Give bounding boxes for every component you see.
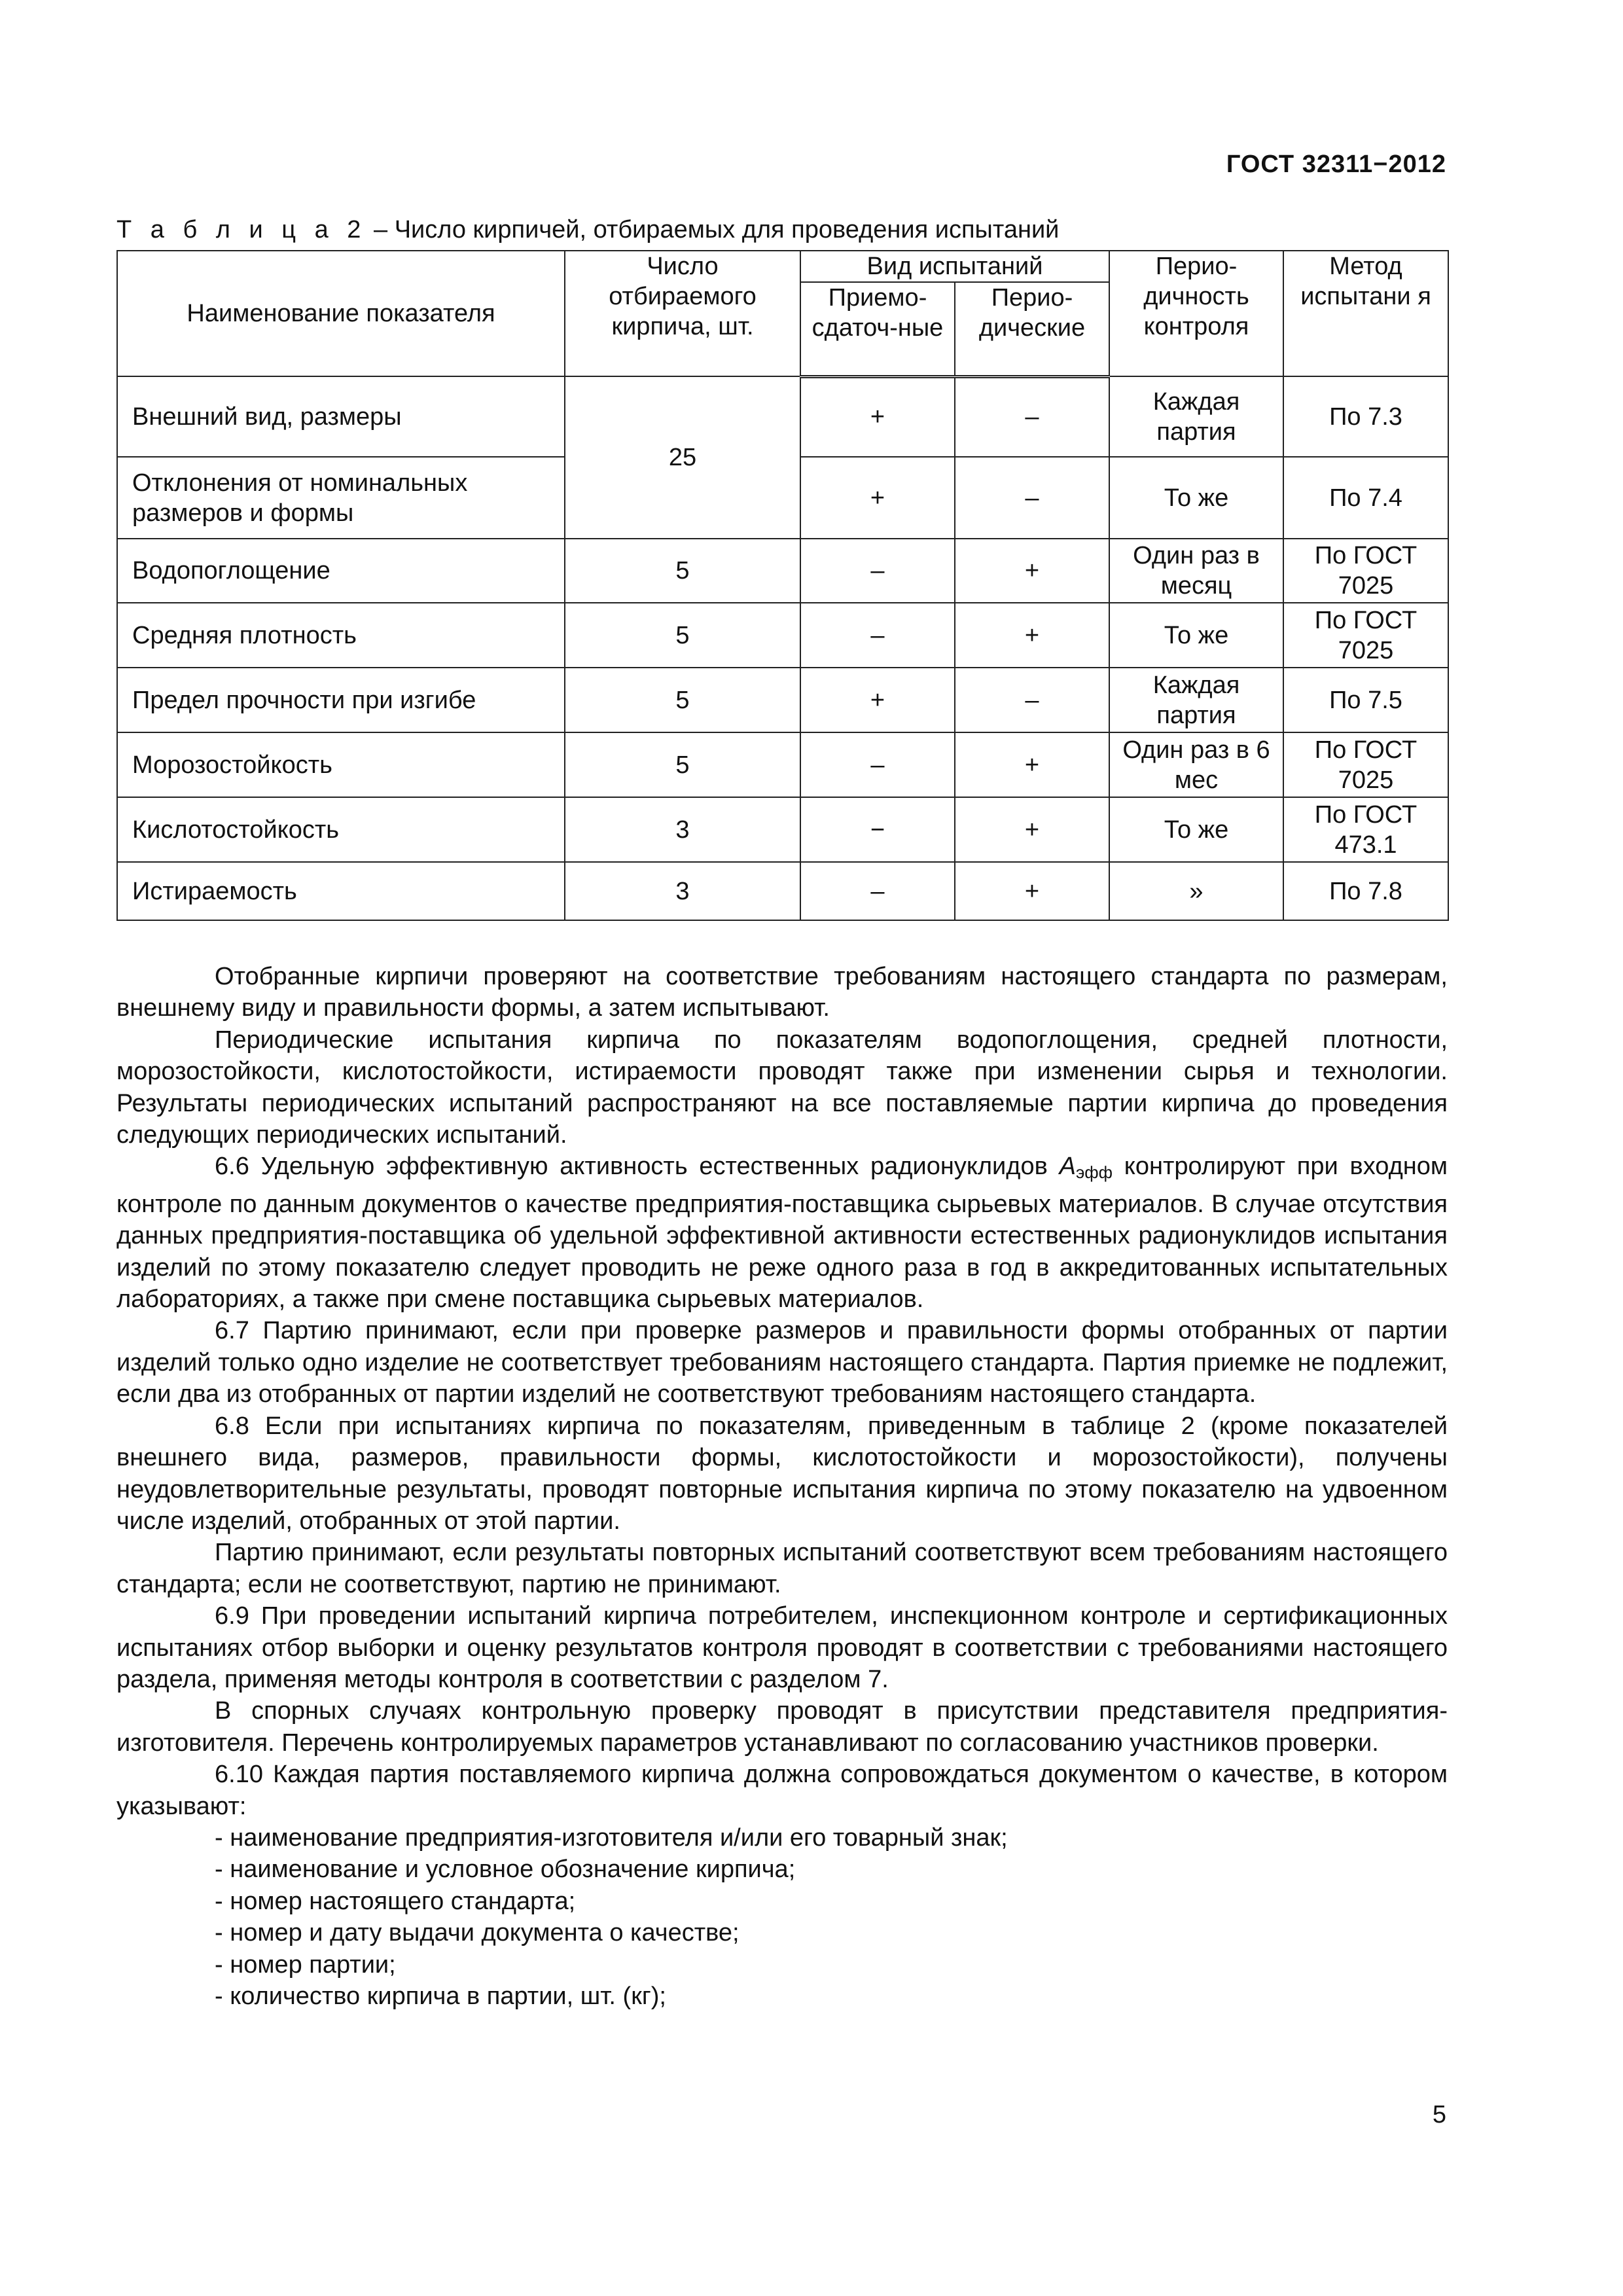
row-method: По 7.3	[1283, 376, 1448, 457]
paragraph: Партию принимают, если результаты повторных испытаний соответствуют всем требованиям настоящего стандарта; если не соответствуют, партию не принимают.	[116, 1539, 1448, 1598]
sampling-table	[116, 250, 1449, 921]
row-count: 5	[565, 603, 800, 668]
row-name: Кислотостойкость	[117, 797, 565, 862]
page-number: 5	[1432, 2101, 1446, 2128]
row-frequency: То же	[1109, 457, 1283, 539]
header-indicator: Наименование показателя	[117, 251, 565, 376]
table-caption-text: – Число кирпичей, отбираемых для проведения испытаний	[366, 216, 1060, 243]
row-periodic: +	[955, 603, 1109, 668]
row-acceptance: –	[800, 539, 955, 603]
row-frequency: »	[1109, 862, 1283, 920]
row-periodic: +	[955, 797, 1109, 862]
row-periodic: +	[955, 539, 1109, 603]
row-frequency: Каждая партия	[1109, 668, 1283, 732]
row-periodic: +	[955, 862, 1109, 920]
row-method: По ГОСТ 7025	[1283, 539, 1448, 603]
table-row	[117, 376, 1448, 457]
row-method: По 7.8	[1283, 862, 1448, 920]
paragraph-6-6-start: 6.6 Удельную эффективную активность естественных радионуклидов	[215, 1153, 1060, 1181]
list-item: - номер и дату выдачи документа о качестве;	[215, 1919, 740, 1947]
row-count: 25	[565, 376, 800, 539]
table-row	[117, 732, 1448, 797]
row-name: Морозостойкость	[117, 732, 565, 797]
row-acceptance: –	[800, 862, 955, 920]
table-row	[117, 797, 1448, 862]
header-periodic: Перио-дические	[955, 282, 1109, 376]
row-acceptance: –	[800, 732, 955, 797]
paragraph: Отобранные кирпичи проверяют на соответствие требованиям настоящего стандарта по размерам, внешнему виду и правильности формы, а затем испытывают.	[116, 963, 1448, 1022]
row-acceptance: +	[800, 668, 955, 732]
list-item: - номер настоящего стандарта;	[215, 1887, 576, 1915]
document-header-standard: ГОСТ 32311−2012	[1226, 151, 1446, 178]
row-frequency: Один раз в 6 мес	[1109, 732, 1283, 797]
table-caption-label: Т а б л и ц а 2	[116, 216, 367, 243]
row-method: По 7.5	[1283, 668, 1448, 732]
row-acceptance: +	[800, 376, 955, 457]
header-count: Число отбираемого кирпича, шт.	[565, 251, 800, 376]
row-name: Водопоглощение	[117, 539, 565, 603]
row-method: По ГОСТ 7025	[1283, 732, 1448, 797]
header-test-type: Вид испытаний	[800, 251, 1109, 282]
body-text	[116, 961, 1448, 2012]
paragraph-6-7: 6.7 Партию принимают, если при проверке размеров и правильности формы отобранных от партии изделий только одно изделие не соответствует требованиям настоящего стандарта. Партия приемке не подлежит, если два из отобранных от партии изделий не соответствуют требованиям настоящего стандарта.	[116, 1317, 1448, 1408]
row-periodic: –	[955, 457, 1109, 539]
row-name: Средняя плотность	[117, 603, 565, 668]
row-frequency: То же	[1109, 603, 1283, 668]
row-acceptance: +	[800, 457, 955, 539]
row-name: Внешний вид, размеры	[117, 376, 565, 457]
table-caption	[116, 215, 1059, 245]
row-count: 3	[565, 862, 800, 920]
paragraph-6-9: 6.9 При проведении испытаний кирпича потребителем, инспекционном контроле и сертификационных испытаниях отбор выборки и оценку результатов контроля проводят в соответствии с требованиями настоящего раздела, применяя методы контроля в соответствии с разделом 7.	[116, 1602, 1448, 1693]
row-count: 3	[565, 797, 800, 862]
table-row	[117, 603, 1448, 668]
row-count: 5	[565, 668, 800, 732]
row-method: По ГОСТ 7025	[1283, 603, 1448, 668]
list-item: - наименование и условное обозначение кирпича;	[215, 1856, 796, 1884]
row-frequency: Каждая партия	[1109, 376, 1283, 457]
list-item: - наименование предприятия-изготовителя и/или его товарный знак;	[215, 1823, 1008, 1852]
list-item: - количество кирпича в партии, шт. (кг);	[215, 1982, 666, 2010]
row-name: Отклонения от номинальных размеров и формы	[117, 457, 565, 539]
paragraph-6-10: 6.10 Каждая партия поставляемого кирпича должна сопровождаться документом о качестве, в котором указывают:	[116, 1761, 1448, 1820]
row-periodic: +	[955, 732, 1109, 797]
row-acceptance: −	[800, 797, 955, 862]
row-count: 5	[565, 539, 800, 603]
row-frequency: То же	[1109, 797, 1283, 862]
paragraph-6-6-end: контролируют при входном контроле по данным документов о качестве предприятия-поставщика сырьевых материалов. В случае отсутствия данных предприятия-поставщика об удельной эффективной активности естественных радионуклидов испытания изделий по этому показателю следует проводить не реже одного раза в год в аккредитованных испытательных лабораториях, а также при смене поставщика сырьевых материалов.	[116, 1153, 1448, 1314]
header-acceptance: Приемо-сдаточ-ные	[800, 282, 955, 376]
row-periodic: –	[955, 376, 1109, 457]
paragraph: В спорных случаях контрольную проверку проводят в присутствии представителя предприятия-изготовителя. Перечень контролируемых параметров устанавливают по согласованию участников проверки.	[116, 1697, 1448, 1757]
paragraph-6-8: 6.8 Если при испытаниях кирпича по показателям, приведенным в таблице 2 (кроме показателей внешнего вида, размеров, правильности формы, кислотостойкости и морозостойкости), получены неудовлетворительные результаты, проводят повторные испытания кирпича по этому показателю на удвоенном числе изделий, отобранных от этой партии.	[116, 1412, 1448, 1535]
row-name: Истираемость	[117, 862, 565, 920]
header-method: Метод испытани я	[1283, 251, 1448, 376]
activity-subscript: эфф	[1075, 1162, 1113, 1183]
activity-variable: А	[1059, 1153, 1076, 1181]
row-acceptance: –	[800, 603, 955, 668]
table-row	[117, 862, 1448, 920]
row-count: 5	[565, 732, 800, 797]
table-row	[117, 668, 1448, 732]
row-method: По 7.4	[1283, 457, 1448, 539]
list-item: - номер партии;	[215, 1950, 396, 1979]
table-row	[117, 539, 1448, 603]
row-frequency: Один раз в месяц	[1109, 539, 1283, 603]
paragraph-6-6	[116, 1151, 1448, 1315]
header-frequency: Перио-дичность контроля	[1109, 251, 1283, 376]
paragraph: Периодические испытания кирпича по показателям водопоглощения, средней плотности, морозостойкости, кислотостойкости, истираемости проводят также при изменении сырья и технологии. Результаты периодических испытаний распространяют на все поставляемые партии кирпича до проведения следующих периодических испытаний.	[116, 1026, 1448, 1149]
row-name: Предел прочности при изгибе	[117, 668, 565, 732]
row-method: По ГОСТ 473.1	[1283, 797, 1448, 862]
row-periodic: –	[955, 668, 1109, 732]
